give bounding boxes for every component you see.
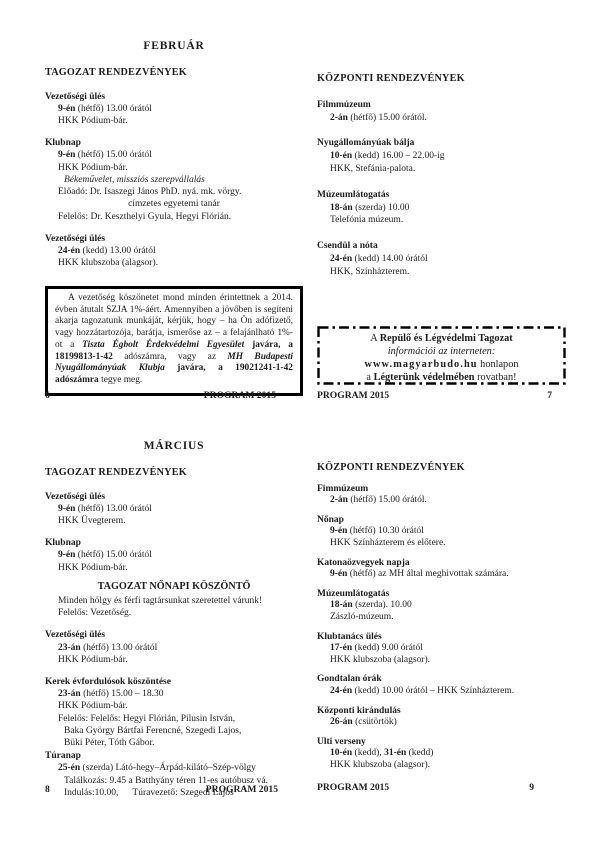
event-title: Vezetőségi ülés [45, 630, 106, 641]
text-segment: (kedd), [352, 748, 385, 759]
event-list-page-7 [317, 99, 566, 279]
event [45, 537, 303, 620]
event [317, 674, 566, 697]
event [45, 629, 303, 666]
text-segment: (kedd) 14.00 órától [352, 253, 428, 264]
text-segment: HKK klubszoba (alagsor). [330, 759, 430, 770]
text-segment: (szerda) Látó-hegy–Árpád-kilátó–Szép-völgy [80, 763, 256, 774]
text-segment: TAGOZAT NŐNAPI KÖSZÖNTŐ [97, 580, 251, 592]
page-7 [317, 40, 566, 402]
event-list-page-8 [45, 491, 303, 800]
event-line [45, 581, 303, 593]
event-title: Túranap [45, 750, 81, 761]
section-heading-tagozat-mar: TAGOZAT RENDEZVÉNYEK [45, 467, 187, 479]
text-segment: HKK Pódium-bár. [58, 562, 128, 573]
text-segment: (hétfő) 15.00 órától. [347, 112, 427, 123]
text-segment: 10-én [330, 151, 353, 162]
text-segment: (hétfő) 15.00 órától. [347, 495, 427, 506]
section-heading-tagozat-feb: TAGOZAT RENDEZVÉNYEK [45, 67, 187, 79]
text-segment: Zászló-múzeum. [330, 611, 394, 622]
text-segment: (csütörtök) [352, 717, 397, 728]
event-line [317, 717, 566, 729]
text-segment: javára, a 19021241-1-42 adószámra [55, 363, 293, 385]
text-segment: 17-én [330, 643, 353, 654]
page-number: 8 [45, 784, 50, 795]
text-segment: 24-én [330, 253, 353, 264]
notice-line [321, 332, 562, 345]
footer-program-label: PROGRAM 2015 [317, 390, 390, 401]
text-segment: Indulás:10.00, Túravezető: Szegedi Lajos [64, 787, 234, 798]
event-line [317, 526, 566, 538]
text-segment: HKK, Színházterem. [330, 266, 410, 277]
event-list-page-9 [317, 484, 566, 772]
event-line [45, 595, 303, 607]
page-9 [317, 440, 566, 794]
text-segment: HKK klubszoba (alagsor). [330, 654, 430, 665]
text-segment: (hétfő) 13.00 órától [80, 642, 158, 653]
event-line [45, 654, 303, 666]
page-8-footer [45, 784, 303, 796]
text-segment: HKK Pódium-bár. [58, 116, 128, 127]
event-line [45, 562, 303, 574]
event-title: Fimmúzeum [317, 483, 369, 494]
text-segment: Békeművelet, missziós szerepvállalás [64, 174, 205, 185]
text-segment: 31-én [384, 748, 407, 759]
text-segment: Előadó: Dr. Isaszegi János PhD. nyá. mk. vörgy. [58, 187, 242, 198]
notice-line [321, 358, 562, 371]
text-segment: Büki Péter, Tóth Gábor. [64, 738, 155, 749]
text-segment: címzetes egyetemi tanár [128, 199, 220, 210]
page-number: 9 [529, 782, 534, 793]
event-line [317, 655, 566, 667]
text-segment: (hétfő) 15.00 órától [75, 550, 152, 561]
text-segment: adószámra, vagy az [112, 351, 228, 362]
event-line [45, 198, 303, 210]
text-segment: (kedd) 16.00 – 22.00-ig [352, 151, 445, 162]
text-segment: (szerda) 10.00 [352, 202, 410, 213]
text-segment: Minden hölgy és férfi tagtársunkat szeretettel várunk! [58, 596, 263, 607]
text-segment: (kedd) [406, 748, 434, 759]
text-segment: 23-án [58, 642, 81, 653]
event-line [45, 257, 303, 269]
text-segment: (hétfő) 15.00 – 18.30 [80, 688, 164, 699]
text-segment: 18-án [330, 202, 353, 213]
text-segment: HKK Pódium-bár. [58, 654, 128, 665]
event [45, 137, 303, 223]
text-segment: javára, a 18199813-1-42 [55, 339, 293, 362]
tax-donation-notice-box [45, 286, 303, 396]
event-title: Klubnap [45, 537, 81, 548]
text-segment: 9-én [330, 569, 348, 580]
event-line [317, 569, 566, 581]
event-line [45, 103, 303, 115]
event-title: Katonaözvegyek napja [317, 557, 410, 568]
text-segment: Baka György Bártfai Ferencné, Szegedi Lajos, [64, 725, 242, 736]
event-line [45, 186, 303, 198]
text-segment: HKK, Stefánia-palota. [330, 163, 416, 174]
text-segment: Repülő és Légvédelmi Tagozat [379, 333, 513, 344]
text-segment: Tiszta Égbolt Érdekvédelmi Egyesület [82, 339, 245, 350]
event-line [317, 612, 566, 624]
notice-box-content [55, 293, 293, 387]
event-title: Nőnap [317, 514, 344, 525]
notice-line [321, 371, 562, 384]
event-title: Központi kirándulás [317, 705, 401, 716]
text-segment: (szerda). 10.00 [352, 600, 412, 611]
text-segment: (hétfő) 15.00 órától [75, 150, 152, 161]
text-segment: 9-én [58, 503, 76, 514]
event-line [45, 607, 303, 619]
text-segment: 9-én [58, 150, 76, 161]
text-segment: Találkozás: 9.45 a Batthyány téren 11-es autóbusz vá. [64, 775, 268, 786]
event-line [45, 515, 303, 527]
event-title: Klubtanács ülés [317, 631, 382, 642]
event-line [45, 503, 303, 515]
text-segment: 18-án [330, 600, 353, 611]
repulo-tagozat-info-box [317, 326, 566, 385]
text-segment: 10-én [330, 748, 353, 759]
event-line [45, 762, 303, 774]
text-segment: 26-án [330, 717, 353, 728]
event-line [317, 266, 566, 279]
text-segment: 9-én [58, 103, 76, 114]
event-line [317, 253, 566, 266]
notice-paragraph [55, 293, 293, 387]
event [45, 91, 303, 128]
text-segment: HKK Pódium-bár. [58, 162, 128, 173]
event [45, 491, 303, 528]
event-line [45, 162, 303, 174]
text-segment: (hétfő) 13.00 órától [75, 503, 152, 514]
section-heading-kozponti-feb: KÖZPONTI RENDEZVÉNYEK [317, 73, 465, 84]
text-segment: rovatban! [474, 372, 517, 383]
text-segment: 2-án [330, 495, 348, 506]
event-line [317, 643, 566, 655]
text-segment: 25-én [58, 763, 81, 774]
text-segment: (hétfő) az MH által meghivottak számára. [347, 569, 509, 580]
event-line [45, 725, 303, 737]
event-line [317, 163, 566, 176]
event-line [317, 748, 566, 760]
event-line [45, 149, 303, 161]
event [45, 676, 303, 750]
event-line [45, 688, 303, 700]
event [317, 99, 566, 125]
page-9-footer [317, 782, 566, 794]
event [317, 189, 566, 227]
text-segment: honlapon [477, 359, 519, 370]
event-title: Kerek évfordulósok köszöntése [45, 676, 171, 687]
info-box-lines [321, 332, 562, 384]
text-segment: Felelős: Felelős: Hegyi Flórián, Pilusin István, [58, 713, 236, 724]
event-title: Vezetőségi ülés [45, 91, 106, 102]
event [45, 233, 303, 270]
text-segment: A vezetőség köszönetet mond minden érintettnek a 2014. évben átutalt SZJA 1%-áért. Amennyiben a jövőben is segíteni akarja tagozatunk munkáját, kérjük, hogy – ha Ön adófizető, vagy hozzátartozója, barátja, ismerőse az – a felajánlható 1%-ot a [55, 293, 293, 350]
event [317, 632, 566, 667]
event-line [317, 495, 566, 507]
month-title-februar: FEBRUÁR [143, 40, 205, 52]
event-line [317, 112, 566, 125]
text-segment: 23-án [58, 688, 81, 699]
text-segment: HKK Pódium-bár. [58, 701, 128, 712]
text-segment: www.magyarbudo.hu [364, 359, 478, 370]
event-title: Vezetőségi ülés [45, 491, 106, 502]
event-title: Klubnap [45, 137, 81, 148]
event [317, 515, 566, 550]
event-line [317, 538, 566, 550]
month-title-marcius: MÁRCIUS [143, 440, 205, 452]
event-line [45, 174, 303, 186]
text-segment: 9-én [58, 550, 76, 561]
event-line [45, 737, 303, 749]
text-segment: A [370, 333, 380, 344]
footer-program-label: PROGRAM 2015 [205, 784, 278, 795]
text-segment: információi az interneten: [387, 346, 496, 357]
event-title: Ulti verseny [317, 736, 366, 747]
event [317, 558, 566, 581]
event-line [317, 600, 566, 612]
event-title: Csendül a nóta [317, 241, 378, 252]
event [317, 240, 566, 278]
text-segment: a [366, 372, 374, 383]
event [317, 484, 566, 507]
text-segment: (hétfő) 13.00 órától [75, 103, 152, 114]
text-segment: HKK klubszoba (alagsor). [58, 258, 158, 269]
section-heading-kozponti-mar: KÖZPONTI RENDEZVÉNYEK [317, 462, 465, 473]
text-segment: Légterünk védelmében [373, 372, 475, 383]
event-title: Múzeumlátogatás [317, 588, 390, 599]
event-title: Gondtalan órák [317, 674, 382, 685]
event-line [317, 202, 566, 215]
event [317, 137, 566, 175]
text-segment: Telefónia múzeum. [330, 215, 404, 226]
text-segment: (kedd) 13.00 órától [80, 245, 156, 256]
text-segment: (kedd) 9.00 órától [352, 643, 423, 654]
event-list-page-6 [45, 91, 303, 270]
page-number: 7 [547, 390, 552, 401]
text-segment: 9-én [330, 526, 348, 537]
event-title: Vezetőségi ülés [45, 233, 106, 244]
page-7-footer [317, 390, 566, 402]
event-line [317, 150, 566, 163]
event-line [317, 760, 566, 772]
text-segment: Felelős: Vezetőség. [58, 608, 132, 619]
text-segment: HKK Üvegterem. [58, 516, 126, 527]
text-segment: 24-én [330, 685, 353, 696]
event-line [317, 214, 566, 227]
event-title: Filmmúzeum [317, 99, 371, 110]
event [317, 589, 566, 624]
page-number: 6 [45, 390, 50, 401]
event-title: Nyugállományúak bálja [317, 138, 415, 149]
text-segment: MH Budapesti Nyugállományúak Klubja [55, 351, 293, 374]
text-segment: (hétfő) 10.30 órától [347, 526, 424, 537]
text-segment: tegye meg. [98, 374, 143, 385]
page-6 [45, 40, 303, 402]
page-6-footer [45, 390, 303, 402]
event-line [317, 686, 566, 698]
page-8 [45, 440, 303, 796]
footer-program-label: PROGRAM 2015 [317, 782, 390, 793]
text-segment: 2-án [330, 112, 348, 123]
event-line [45, 245, 303, 257]
text-segment: HKK Színházterem és előtere. [330, 537, 446, 548]
event-line [45, 211, 303, 223]
event-line [45, 549, 303, 561]
event-line [45, 713, 303, 725]
event-line [45, 642, 303, 654]
event-line [45, 700, 303, 712]
footer-program-label: PROGRAM 2015 [203, 390, 276, 401]
event [317, 737, 566, 772]
text-segment: 24-én [58, 245, 81, 256]
text-segment: Felelős: Dr. Keszthelyi Gyula, Hegyi Flórián. [58, 211, 232, 222]
event [317, 706, 566, 729]
event-title: Múzeumlátogatás [317, 189, 390, 200]
event-line [45, 115, 303, 127]
notice-line [321, 345, 562, 358]
text-segment: (kedd) 10.00 órától – HKK Színházterem. [352, 685, 515, 696]
